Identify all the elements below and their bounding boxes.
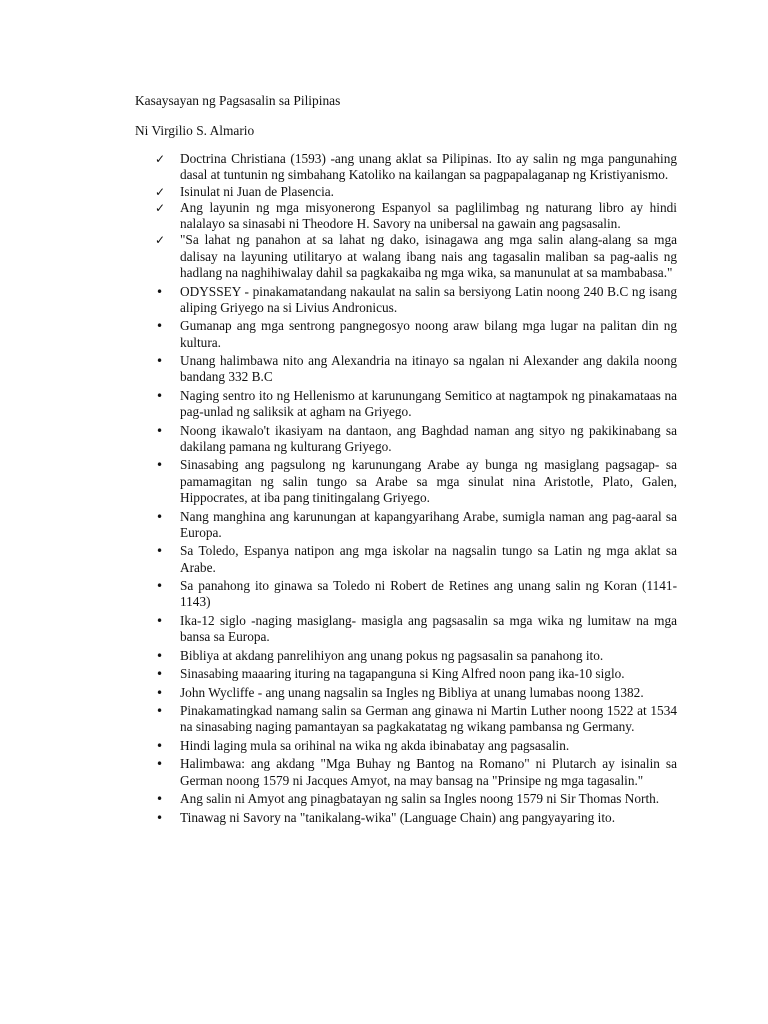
list-item-text: Nang manghina ang karunungan at kapangyarihang Arabe, sumigla naman ang pag-aaral sa Europa. (180, 508, 677, 540)
bullet-icon: • (156, 667, 164, 682)
list-item-text: Sinasabing maaaring ituring na tagapanguna si King Alfred noon pang ika-10 siglo. (180, 666, 625, 682)
bullet-icon: • (156, 423, 164, 438)
list-item (156, 422, 677, 456)
list-item (156, 647, 677, 664)
list-item-text: Ang layunin ng mga misyonerong Espanyol sa paglilimbag ng naturang libro ay hindi nalalayo sa sinasabi ni Theodore H. Savory na unibersal na gawain ang pagsasalin. (180, 199, 677, 232)
list-item (156, 666, 677, 682)
list-item (156, 612, 677, 646)
list-item-text: Ika-12 siglo -naging masiglang- masigla ang pagsasalin sa mga wika ng lumitaw na mga bansa sa Europa. (180, 612, 677, 645)
list-item (156, 318, 677, 351)
bullet-icon: • (156, 284, 164, 299)
list-item-text: "Sa lahat ng panahon at sa lahat ng dako, isinagawa ang mga salin alang-alang sa mga dalisay na layuning utilitaryo at walang ibang nais ang tagasalin maliban sa pag-aalis ng hadlang na naghihiwalay dahil sa pagkakaiba ng mga wika, sa manunulat at sa mambabasa." (180, 232, 677, 281)
bullet-icon: • (156, 704, 164, 719)
list-item (156, 578, 677, 611)
list-item (155, 232, 677, 281)
list-item (156, 457, 677, 506)
bullet-icon: • (156, 757, 164, 772)
list-item (156, 508, 677, 542)
list-item-text: Hindi laging mula sa orihinal na wika ng akda ibinabatay ang pagsasalin. (180, 737, 570, 753)
bullet-icon: • (156, 810, 164, 825)
list-item (156, 756, 677, 789)
list-item-text: Tinawag ni Savory na "tanikalang-wika" (Language Chain) ang pangyayaring ito. (180, 809, 616, 825)
list-item (155, 199, 677, 233)
list-item (156, 387, 677, 421)
list-item-text: Noong ikawalo't ikasiyam na dantaon, ang Baghdad naman ang sityo ng pakikinabang sa dakilang pamana ng kulturang Griyego. (180, 422, 677, 454)
list-item (156, 543, 677, 576)
list-item-text: Gumanap ang mga sentrong pangnegosyo noong araw bilang mga lugar na palitan din ng kultura. (180, 318, 677, 350)
bullet-icon: • (156, 458, 164, 473)
document-author: Ni Virgilio S. Almario (135, 123, 255, 138)
bullet-icon: • (156, 648, 164, 663)
list-item (156, 703, 677, 736)
list-item-text: Isinulat ni Juan de Plasencia. (180, 183, 334, 199)
list-item (156, 353, 677, 386)
bullet-icon: • (156, 388, 164, 403)
bullet-icon: • (156, 738, 164, 753)
checkmark-icon: ✓ (155, 233, 166, 248)
list-item-text: Naging sentro ito ng Hellenismo at karunungang Semitico at nagtampok ng pinakamataas na pag-unlad ng saliksik at agham na Griyego. (180, 387, 677, 420)
document-title: Kasaysayan ng Pagsasalin sa Pilipinas (135, 93, 341, 108)
list-item (155, 183, 677, 200)
bullet-icon: • (156, 792, 164, 807)
list-item-text: Sinasabing ang pagsulong ng karunungang Arabe ay bunga ng masiglang pagsagap- sa pamamagitan ng salin tungo sa Arabe sa mga sinulat nina Aristotle, Plato, Galen, Hippocrates, at iba pang tinitingalang Griyego. (180, 457, 677, 506)
list-item-text: Doctrina Christiana (1593) -ang unang aklat sa Pilipinas. Ito ay salin ng mga pangunahing dasal at tuntunin ng simbahang Katoliko na kailangan sa pagpapalaganap ng Kristiyanismo. (180, 151, 677, 183)
bullet-icon: • (156, 509, 164, 524)
bullet-icon: • (156, 685, 164, 700)
bullet-icon: • (156, 613, 164, 628)
list-item-text: Unang halimbawa nito ang Alexandria na itinayo sa ngalan ni Alexander ang dakila noong bandang 332 B.C (180, 353, 677, 385)
list-item (156, 684, 677, 701)
list-item-text: Ang salin ni Amyot ang pinagbatayan ng salin sa Ingles noong 1579 ni Sir Thomas North. (180, 791, 660, 807)
checkmark-icon: ✓ (155, 184, 166, 199)
list-item-text: Halimbawa: ang akdang "Mga Buhay ng Bantog na Romano" ni Plutarch ay isinalin sa German noong 1579 ni Jacques Amyot, na may bansag na "Prinsipe ng mga tagasalin." (180, 756, 677, 788)
list-item-text: ODYSSEY - pinakamatandang nakaulat na salin sa bersiyong Latin noong 240 B.C ng isang aliping Griyego na si Livius Andronicus. (180, 283, 677, 315)
list-item-text: John Wycliffe - ang unang nagsalin sa Ingles ng Bibliya at unang lumabas noong 1382. (180, 684, 644, 700)
list-item (156, 791, 677, 807)
list-item-text: Sa Toledo, Espanya natipon ang mga iskolar na nagsalin tungo sa Latin ng mga aklat sa Arabe. (180, 543, 677, 575)
bullet-icon: • (156, 544, 164, 559)
checkmark-icon: ✓ (155, 200, 166, 215)
bullet-icon: • (156, 354, 164, 369)
list-item (155, 151, 677, 184)
list-item-text: Pinakamatingkad namang salin sa German ang ginawa ni Martin Luther noong 1522 at 1534 na sinasabing naging pamantayan sa pagkakatatag ng wikang pambansa ng Germany. (180, 703, 677, 735)
notes-list (155, 151, 677, 828)
list-item-text: Sa panahong ito ginawa sa Toledo ni Robert de Retines ang unang salin ng Koran (1141-1143) (180, 578, 677, 610)
list-item (156, 737, 677, 754)
bullet-icon: • (156, 579, 164, 594)
list-item (156, 809, 677, 826)
checkmark-icon: ✓ (155, 152, 166, 166)
bullet-icon: • (156, 319, 164, 334)
list-item (156, 283, 677, 317)
list-item-text: Bibliya at akdang panrelihiyon ang unang pokus ng pagsasalin sa panahong ito. (180, 647, 604, 663)
